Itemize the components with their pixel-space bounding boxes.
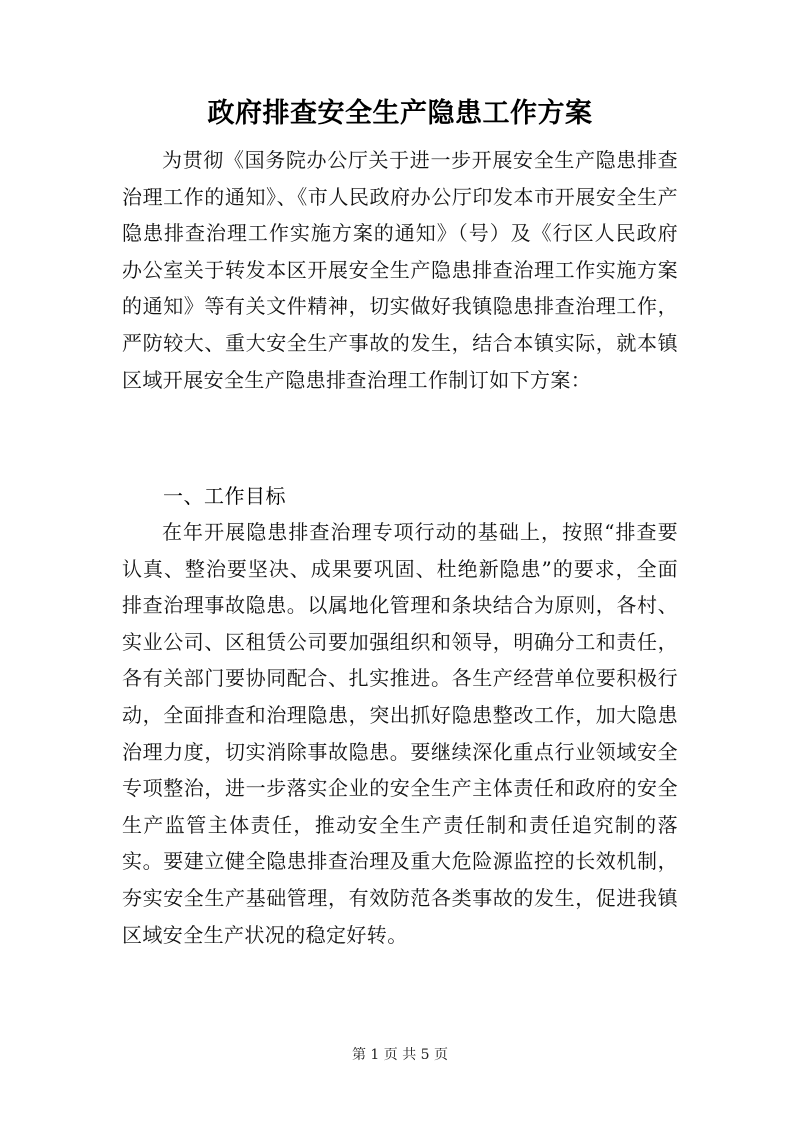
section-heading-work-goals: 一、工作目标 [163,484,286,508]
work-goals-paragraph: 在年开展隐患排查治理专项行动的基础上，按照“排查要认真、整治要坚决、成果要巩固、杜绝新隐患”的要求，全面排查治理事故隐患。以属地化管理和条块结合为原则，各村、实业公司、区租赁公司要加强组织和领导，明确分工和责任，各有关部门要协同配合、扎实推进。各生产经营单位要积极行动，全面排查和治理隐患，突出抓好隐患整改工作，加大隐患治理力度，切实消除事故隐患。要继续深化重点行业领域安全专项整治，进一步落实企业的安全生产主体责任和政府的安全生产监管主体责任，推动安全生产责任制和责任追究制的落实。要建立健全隐患排查治理及重大危险源监控的长效机制，夯实安全生产基础管理，有效防范各类事故的发生，促进我镇区域安全生产状况的稳定好转。 [122,520,678,947]
page-number-footer: 第 1 页 共 5 页 [351,1047,449,1063]
intro-paragraph: 为贯彻《国务院办公厅关于进一步开展安全生产隐患排查治理工作的通知》、《市人民政府办公厅印发本市开展安全生产隐患排查治理工作实施方案的通知》（号）及《行区人民政府办公室关于转发本区开展安全生产隐患排查治理工作实施方案的通知》等有关文件精神，切实做好我镇隐患排查治理工作，严防较大、重大安全生产事故的发生，结合本镇实际，就本镇区域开展安全生产隐患排查治理工作制订如下方案： [122,148,678,392]
document-title: 政府排查安全生产隐患工作方案 [207,98,593,129]
